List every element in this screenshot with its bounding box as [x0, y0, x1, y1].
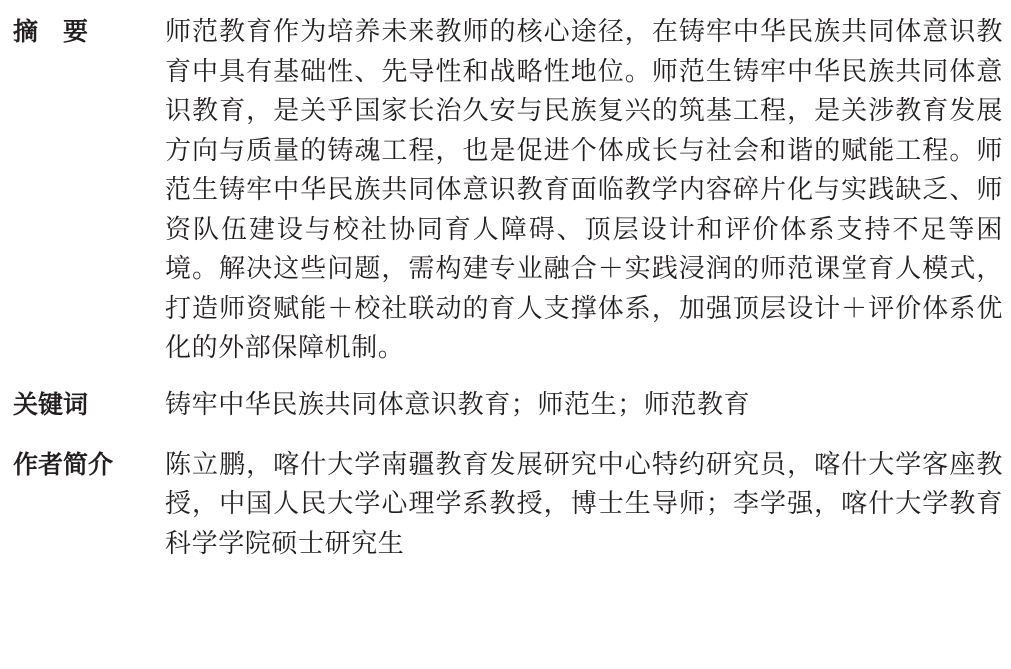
author-bio-label: 作者简介: [13, 449, 114, 479]
abstract-section: [13, 8, 1003, 369]
abstract-label: 摘要: [13, 17, 114, 46]
keywords-section: [13, 381, 1003, 429]
keywords-label: 关键词: [13, 389, 89, 419]
author-bio-section: [13, 441, 1003, 565]
author-bio-text: 陈立鹏，喀什大学南疆教育发展研究中心特约研究员，喀什大学客座教授，中国人民大学心理学系教授，博士生导师；李学强，喀什大学教育科学学院硕士研究生: [165, 449, 1003, 559]
abstract-text: 师范教育作为培养未来教师的核心途径，在铸牢中华民族共同体意识教育中具有基础性、先导性和战略性地位。师范生铸牢中华民族共同体意识教育，是关乎国家长治久安与民族复兴的筑基工程，是关涉教育发展方向与质量的铸魂工程，也是促进个体成长与社会和谐的赋能工程。师范生铸牢中华民族共同体意识教育面临教学内容碎片化与实践缺乏、师资队伍建设与校社协同育人障碍、顶层设计和评价体系支持不足等困境。解决这些问题，需构建专业融合＋实践浸润的师范课堂育人模式，打造师资赋能＋校社联动的育人支撑体系，加强顶层设计＋评价体系优化的外部保障机制。: [165, 17, 1003, 363]
keywords-text: 铸牢中华民族共同体意识教育；师范生；师范教育: [165, 389, 751, 420]
